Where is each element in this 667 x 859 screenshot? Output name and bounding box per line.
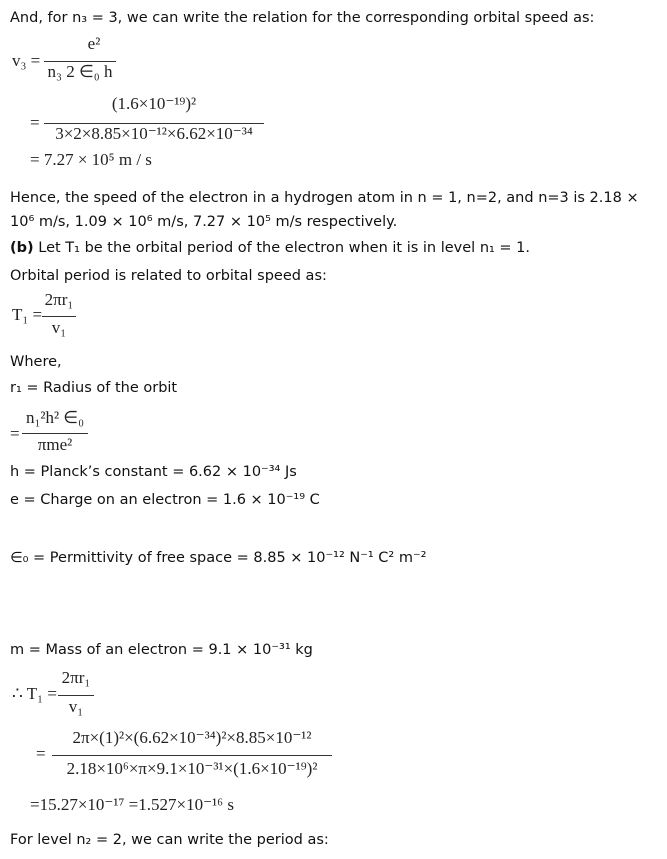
- r1-denominator: πme²: [37, 435, 73, 454]
- r1-definition: r₁ = Radius of the orbit: [10, 380, 178, 396]
- part-b-text: Let T₁ be the orbital period of the electron when it is in level n₁ = 1.: [38, 240, 531, 256]
- calc-equals: =: [30, 113, 40, 132]
- level2-text: For level n₂ = 2, we can write the period as:: [10, 832, 329, 848]
- intro-n3-text: And, for n₃ = 3, we can write the relation for the corresponding orbital speed as:: [10, 10, 595, 26]
- part-b-statement: [10, 238, 530, 258]
- calc-denominator: 3×2×8.85×10⁻¹²×6.62×10⁻³⁴: [55, 124, 253, 143]
- T1-lhs: T₁ =: [12, 305, 43, 324]
- r1-numerator: n₁²h² ∈₀: [25, 408, 85, 427]
- big-result: =15.27×10⁻¹⁷ =1.527×10⁻¹⁶ s: [30, 795, 234, 814]
- eps-definition: ∈₀ = Permittivity of free space = 8.85 × 10⁻¹² N⁻¹ C² m⁻²: [10, 550, 427, 566]
- big-numerator: 2π×(1)²×(6.62×10⁻³⁴)²×8.85×10⁻¹²: [72, 728, 312, 747]
- therefore-denominator: v₁: [68, 697, 84, 716]
- T1-numerator: 2πr₁: [44, 290, 74, 309]
- v3-lhs: v₃ =: [12, 51, 41, 70]
- r1-equals: =: [10, 424, 20, 443]
- summary-line-1: Hence, the speed of the electron in a hydrogen atom in n = 1, n=2, and n=3 is 2.18 ×: [10, 190, 639, 206]
- h-definition: h = Planck’s constant = 6.62 × 10⁻³⁴ Js: [10, 464, 297, 480]
- summary-line-2: 10⁶ m/s, 1.09 × 10⁶ m/s, 7.27 × 10⁵ m/s respectively.: [10, 214, 398, 230]
- where-text: Where,: [10, 354, 62, 370]
- calc-numerator: (1.6×10⁻¹⁹)²: [111, 94, 197, 113]
- part-b-label: (b): [10, 240, 34, 256]
- v3-result: = 7.27 × 10⁵ m / s: [30, 150, 152, 169]
- big-equals: =: [36, 744, 46, 763]
- v3-denominator: n₃ 2 ∈₀ h: [47, 62, 113, 81]
- orbital-relation-text: Orbital period is related to orbital speed as:: [10, 268, 327, 284]
- therefore-lhs: ∴ T₁ =: [12, 684, 57, 703]
- T1-denominator: v₁: [51, 318, 67, 337]
- m-definition: m = Mass of an electron = 9.1 × 10⁻³¹ kg: [10, 642, 313, 658]
- v3-numerator: e²: [87, 34, 101, 53]
- big-denominator: 2.18×10⁶×π×9.1×10⁻³¹×(1.6×10⁻¹⁹)²: [66, 759, 318, 778]
- therefore-numerator: 2πr₁: [61, 668, 91, 687]
- e-definition: e = Charge on an electron = 1.6 × 10⁻¹⁹ C: [10, 492, 320, 508]
